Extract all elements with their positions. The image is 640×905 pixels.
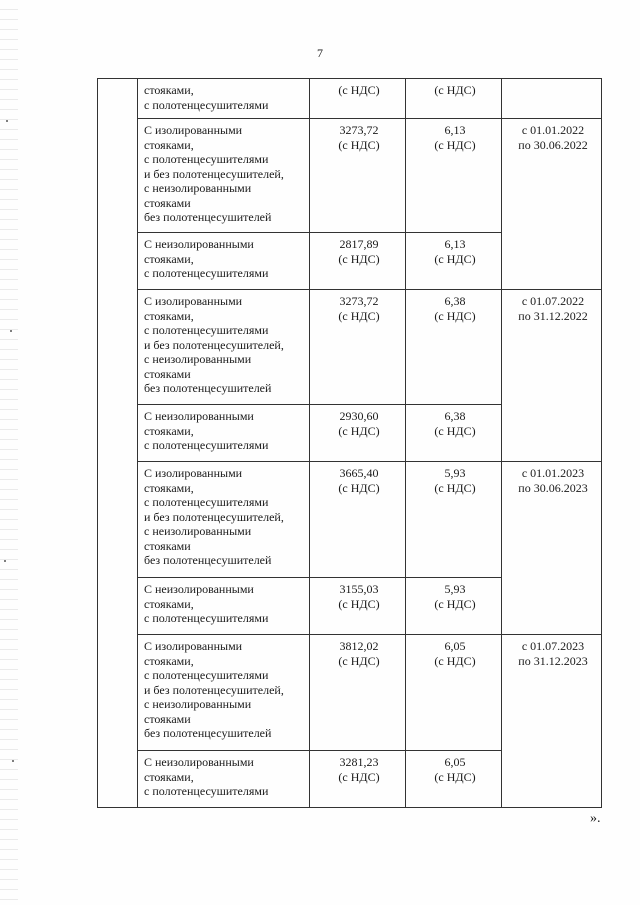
table-row [98, 79, 602, 119]
scan-edge-artifact [0, 0, 18, 905]
tariff-table [97, 78, 602, 808]
description-cell: С неизолированными стояками, с полотенцесушителями [138, 578, 310, 635]
description-cell: С неизолированными стояками, с полотенцесушителями [138, 405, 310, 462]
norm-cell: 5,93 (с НДС) [406, 578, 502, 635]
price-cell: 3281,23 (с НДС) [310, 751, 406, 808]
description-cell: С изолированными стояками, с полотенцесушителями и без полотенцесушителей, с неизолированными стояками без полотенцесушителей [138, 290, 310, 405]
description-cell: С неизолированными стояками, с полотенцесушителями [138, 233, 310, 290]
price-cell: 3155,03 (с НДС) [310, 578, 406, 635]
description-cell: стояками, с полотенцесушителями [138, 79, 310, 119]
price-cell: 2930,60 (с НДС) [310, 405, 406, 462]
period-cell: с 01.07.2023 по 31.12.2023 [502, 635, 602, 808]
table-row [98, 290, 602, 405]
period-cell: с 01.01.2023 по 30.06.2023 [502, 462, 602, 635]
norm-cell: 6,05 (с НДС) [406, 635, 502, 751]
scan-speck [6, 120, 8, 122]
price-cell: 2817,89 (с НДС) [310, 233, 406, 290]
table-row [98, 635, 602, 751]
norm-cell: 6,13 (с НДС) [406, 233, 502, 290]
period-cell: с 01.07.2022 по 31.12.2022 [502, 290, 602, 462]
norm-cell: 6,38 (с НДС) [406, 405, 502, 462]
description-cell: С изолированными стояками, с полотенцесушителями и без полотенцесушителей, с неизолированными стояками без полотенцесушителей [138, 462, 310, 578]
table-row [98, 119, 602, 233]
period-cell [502, 79, 602, 119]
price-cell: 3665,40 (с НДС) [310, 462, 406, 578]
description-cell: С неизолированными стояками, с полотенцесушителями [138, 751, 310, 808]
period-cell: с 01.01.2022 по 30.06.2022 [502, 119, 602, 290]
table-row [98, 462, 602, 578]
norm-cell: 6,38 (с НДС) [406, 290, 502, 405]
norm-cell: 5,93 (с НДС) [406, 462, 502, 578]
norm-cell: 6,05 (с НДС) [406, 751, 502, 808]
price-cell: (с НДС) [310, 79, 406, 119]
norm-cell: 6,13 (с НДС) [406, 119, 502, 233]
scan-speck [12, 760, 14, 762]
left-merged-cell [98, 79, 138, 808]
price-cell: 3273,72 (с НДС) [310, 290, 406, 405]
page-number: 7 [317, 46, 323, 60]
norm-cell: (с НДС) [406, 79, 502, 119]
scan-speck [10, 330, 12, 332]
description-cell: С изолированными стояками, с полотенцесушителями и без полотенцесушителей, с неизолированными стояками без полотенцесушителей [138, 119, 310, 233]
scan-speck [4, 560, 6, 562]
price-cell: 3812,02 (с НДС) [310, 635, 406, 751]
closing-quote-mark: ». [590, 811, 601, 826]
description-cell: С изолированными стояками, с полотенцесушителями и без полотенцесушителей, с неизолированными стояками без полотенцесушителей [138, 635, 310, 751]
price-cell: 3273,72 (с НДС) [310, 119, 406, 233]
